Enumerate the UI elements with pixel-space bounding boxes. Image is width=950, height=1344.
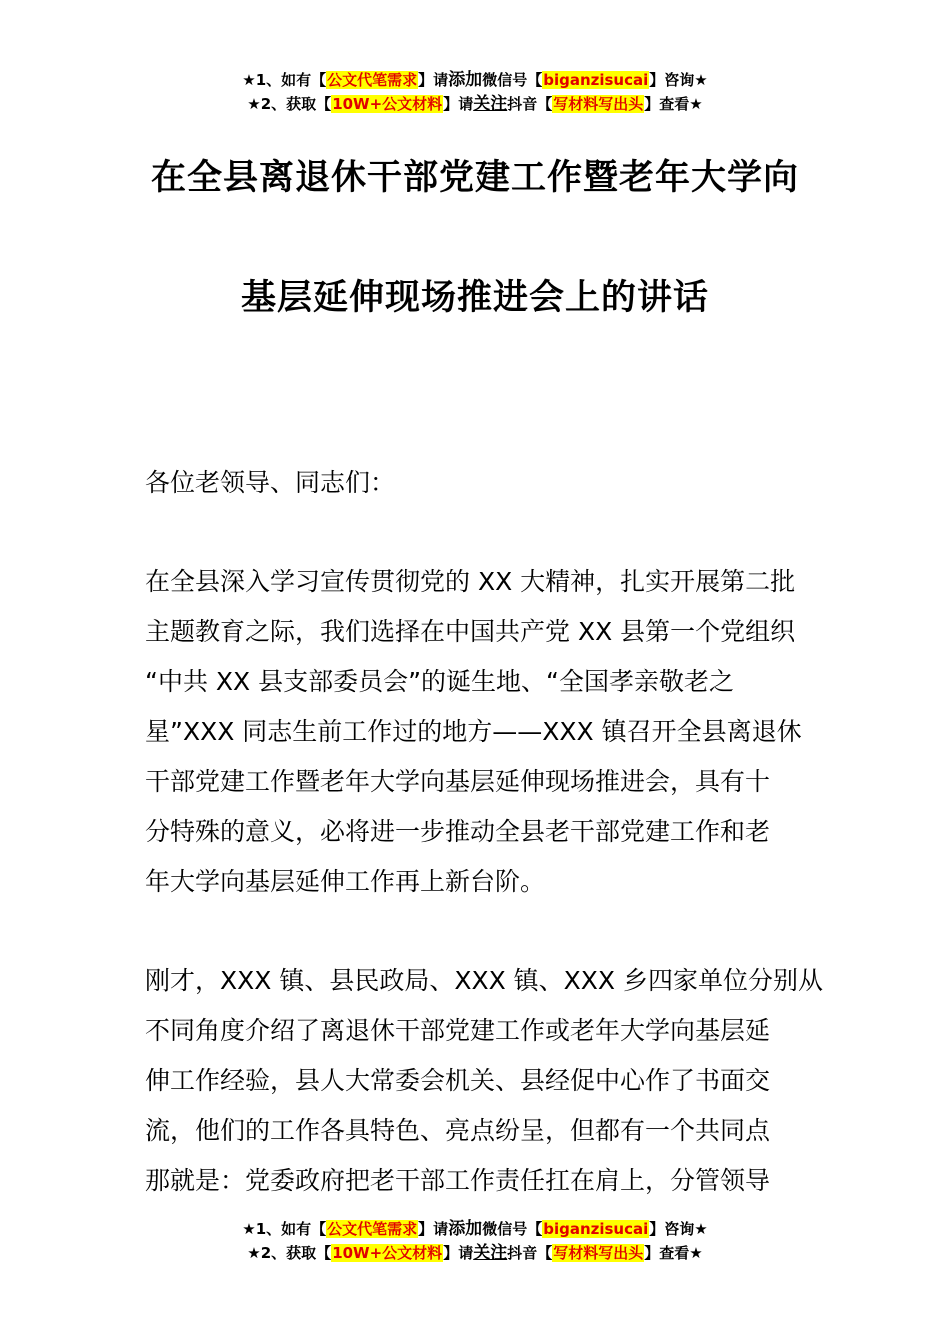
banner-highlight-douyin: 写材料写出头: [553, 1244, 644, 1262]
banner-highlight-service: 公文代笔需求: [327, 71, 418, 89]
paragraph-line: 星”XXX 同志生前工作过的地方——XXX 镇召开全县离退休: [145, 717, 802, 746]
paragraph-1: [145, 557, 810, 907]
banner-text: 】请: [443, 1244, 474, 1262]
banner-highlight-wechat: biganzisucai: [543, 1220, 649, 1238]
banner-text: 】请: [418, 1220, 449, 1238]
paragraph-line: 流，他们的工作各具特色、亮点纷呈，但都有一个共同点: [145, 1116, 771, 1145]
paragraph-line: 年大学向基层延伸工作再上新台阶。: [145, 867, 546, 896]
paragraph-line: 不同角度介绍了离退休干部党建工作或老年大学向基层延: [145, 1016, 771, 1045]
banner-text: ★1、如有【: [242, 1220, 327, 1238]
banner-highlight-materials: 10W+公文材料: [332, 95, 443, 113]
paragraph-line: 分特殊的意义，必将进一步推动全县老干部党建工作和老: [145, 817, 771, 846]
banner-line-1: [0, 1217, 950, 1241]
banner-text: 】查看★: [644, 95, 703, 113]
banner-emphasis: 添加: [448, 1219, 483, 1239]
banner-text: 微信号【: [482, 1220, 543, 1238]
banner-emphasis: 添加: [448, 70, 483, 90]
document-title-line-1: 在全县离退休干部党建工作暨老年大学向: [150, 158, 799, 198]
banner-text: 抖音【: [507, 1244, 553, 1262]
banner-text: 】咨询★: [649, 1220, 708, 1238]
banner-text: 】咨询★: [649, 71, 708, 89]
paragraph-line: 刚才，XXX 镇、县民政局、XXX 镇、XXX 乡四家单位分别从: [145, 966, 823, 995]
banner-text: 微信号【: [482, 71, 543, 89]
footer-banner: [0, 1217, 950, 1265]
banner-highlight-douyin: 写材料写出头: [553, 95, 644, 113]
paragraph-line: 伸工作经验，县人大常委会机关、县经促中心作了书面交: [145, 1066, 771, 1095]
banner-highlight-wechat: biganzisucai: [543, 71, 649, 89]
banner-highlight-materials: 10W+公文材料: [332, 1244, 443, 1262]
paragraph-line: “中共 XX 县支部委员会”的诞生地、“全国孝亲敬老之: [145, 667, 735, 696]
banner-text: 抖音【: [507, 95, 553, 113]
banner-emphasis: 关注: [473, 1243, 508, 1263]
document-title-line-2: 基层延伸现场推进会上的讲话: [240, 278, 709, 318]
banner-text: ★1、如有【: [242, 71, 327, 89]
paragraph-line: 主题教育之际，我们选择在中国共产党 XX 县第一个党组织: [145, 617, 796, 646]
banner-highlight-service: 公文代笔需求: [327, 1220, 418, 1238]
banner-line-1: [0, 68, 950, 92]
paragraph-line: 那就是：党委政府把老干部工作责任扛在肩上，分管领导: [145, 1166, 771, 1195]
paragraph-line: 在全县深入学习宣传贯彻党的 XX 大精神，扎实开展第二批: [145, 567, 796, 596]
banner-emphasis: 关注: [473, 94, 508, 114]
paragraph-line: 干部党建工作暨老年大学向基层延伸现场推进会，具有十: [145, 767, 771, 796]
banner-line-2: [0, 1241, 950, 1265]
banner-text: 】查看★: [644, 1244, 703, 1262]
banner-text: ★2、获取【: [247, 95, 332, 113]
banner-line-2: [0, 92, 950, 116]
header-banner: [0, 68, 950, 116]
paragraph-2: [145, 956, 823, 1206]
banner-text: 】请: [443, 95, 474, 113]
banner-text: ★2、获取【: [247, 1244, 332, 1262]
salutation: 各位老领导、同志们：: [145, 468, 396, 497]
banner-text: 】请: [418, 71, 449, 89]
